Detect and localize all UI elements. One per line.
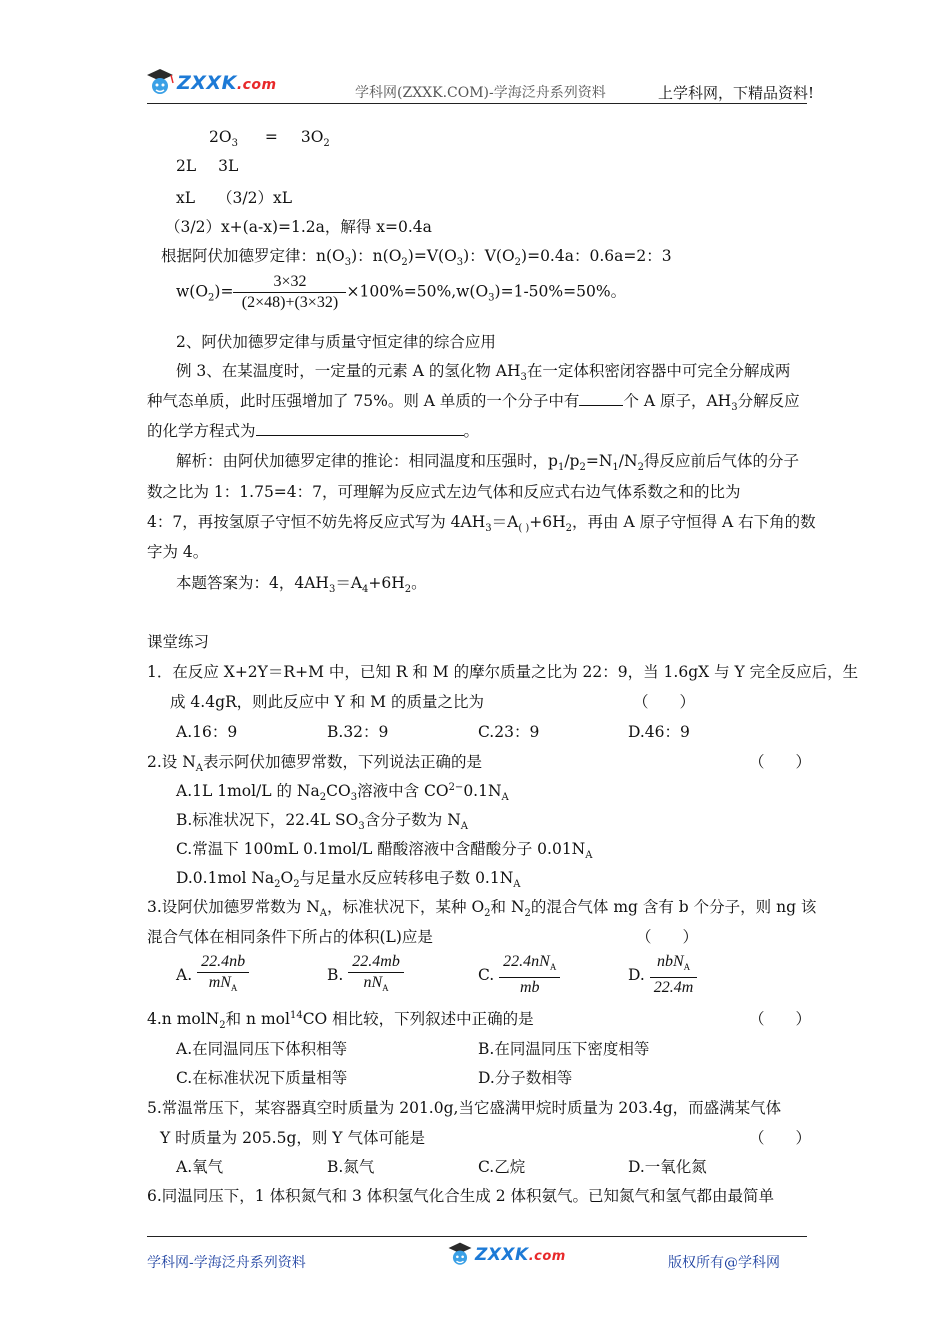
- q2-option-a[interactable]: A.1L 1mol/L 的 $Na_2CO_3$溶液中含 $CO^{2-}0.1N_A$: [176, 781, 509, 804]
- q1-line-2: 成 4.4gR，则此反应中 Y 和 M 的质量之比为: [170, 693, 484, 711]
- section-heading: 2、阿伏加德罗定律与质量守恒定律的综合应用: [176, 333, 496, 351]
- q5-line-2: Y 时质量为 205.5g，则 Y 气体可能是: [160, 1129, 425, 1147]
- q3-line-2: 混合气体在相同条件下所占的体积(L)应是: [147, 928, 433, 946]
- example3-line-1: 例 3、在某温度时，一定量的元素 A 的氢化物 $AH_3$在一定体积密闭容器中可完全分解成两: [176, 362, 791, 384]
- q1-option-d[interactable]: D.46：9: [628, 723, 690, 741]
- graduate-mascot-icon: [143, 66, 177, 100]
- practice-title: 课堂练习: [147, 633, 210, 651]
- q2-answer-paren[interactable]: （ ）: [749, 753, 812, 771]
- q3-option-c[interactable]: C. $\frac{22.4nN_A}{mb}$: [478, 952, 560, 998]
- q4-option-b[interactable]: B.在同温同压下密度相等: [478, 1040, 650, 1058]
- answer-blank-equation[interactable]: [256, 421, 464, 436]
- calc-line-1: $2O_3 = 3O_2$: [209, 128, 330, 150]
- header-center-text: 学科网(ZXXK.COM)-学海泛舟系列资料: [355, 85, 606, 101]
- graduate-mascot-icon: [445, 1240, 475, 1270]
- example3-line-3: 的化学方程式为 。: [147, 422, 480, 440]
- logo-text: ZXXK.com: [177, 72, 277, 94]
- answer-blank-atoms[interactable]: [579, 391, 623, 406]
- q2-option-d[interactable]: D.0.1mol $Na_2O_2$与足量水反应转移电子数 $0.1N_A$: [176, 869, 521, 891]
- q5-option-d[interactable]: D.一氧化氮: [628, 1158, 707, 1176]
- analysis-line-3: 4：7，再按氢原子守恒不妨先将反应式写为 $4AH_3=A_{( )}+6H_2$，再由 A 原子守恒得 A 右下角的数: [147, 513, 816, 535]
- q3-option-d[interactable]: D. $\frac{nbN_A}{22.4m}$: [628, 952, 697, 998]
- calc-line-3: xL （3/2）xL: [176, 189, 293, 207]
- q1-answer-paren[interactable]: （ ）: [633, 693, 696, 711]
- q1-option-b[interactable]: B.32：9: [327, 723, 389, 741]
- q5-line-1: 5.常温常压下，某容器真空时质量为 201.0g,当它盛满甲烷时质量为 203.4g，而盛满某气体: [147, 1099, 782, 1117]
- analysis-line-2: 数之比为 1：1.75=4：7，可理解为反应式左边气体和反应式右边气体系数之和的比为: [147, 483, 741, 501]
- mass-fraction-formula: $w(O_2)=$ $\frac{3\times 32}{(2\times 48)+(3\times 32)}$ $\times 100\%=50\%,w(O_3)=1-50\%=50\%$。: [176, 273, 627, 311]
- q4-option-c[interactable]: C.在标准状况下质量相等: [176, 1069, 348, 1087]
- q1-option-c[interactable]: C.23：9: [478, 723, 540, 741]
- q3-line-1: 3.设阿伏加德罗常数为 $N_A$，标准状况下，某种 $O_2$和 $N_2$的混合气体 mg 含有 b 个分子，则 ng 该: [147, 898, 817, 920]
- q2-stem: 2.设 $N_A$表示阿伏加德罗常数，下列说法正确的是: [147, 753, 483, 775]
- q5-option-a[interactable]: A.氧气: [176, 1158, 224, 1176]
- footer-logo-text: ZXXK.com: [475, 1245, 566, 1265]
- q3-answer-paren[interactable]: （ ）: [636, 928, 699, 946]
- calc-line-5: 根据阿伏加德罗定律：$n(O_3)$：$n(O_2)=V(O_3)$：$V(O_2)=0.4a$：0.6a=2：3: [161, 247, 672, 269]
- q2-option-c[interactable]: C.常温下 100mL 0.1mol/L 醋酸溶液中含醋酸分子 $0.01N_A$: [176, 840, 593, 862]
- footer-logo: [445, 1240, 566, 1270]
- analysis-line-1: 解析：由阿伏加德罗定律的推论：相同温度和压强时，$p_1/p_2=N_1/N_2$得反应前后气体的分子: [176, 452, 799, 474]
- footer-rule: [147, 1236, 807, 1237]
- q5-option-b[interactable]: B.氮气: [327, 1158, 375, 1176]
- q5-answer-paren[interactable]: （ ）: [749, 1129, 812, 1147]
- q4-answer-paren[interactable]: （ ）: [749, 1010, 812, 1028]
- header-right-text: 上学科网，下精品资料!: [658, 84, 815, 102]
- example3-line-2: 种气态单质，此时压强增加了 75%。则 A 单质的一个分子中有 个 A 原子，$AH_3$分解反应: [147, 392, 800, 414]
- q2-option-b[interactable]: B.标准状况下，22.4L $SO_3$含分子数为 $N_A$: [176, 811, 468, 833]
- q3-option-b[interactable]: B. $\frac{22.4mb}{nN_A}$: [327, 952, 404, 998]
- header-rule: [147, 103, 807, 104]
- q4-option-d[interactable]: D.分子数相等: [478, 1069, 573, 1087]
- q1-line-1: 1．在反应 X+2Y＝R+M 中，已知 R 和 M 的摩尔质量之比为 22：9，当 1.6gX 与 Y 完全反应后，生: [147, 663, 859, 681]
- footer-right-text: 版权所有@学科网: [668, 1255, 780, 1271]
- q6-line-1: 6.同温同压下，1 体积氮气和 3 体积氢气化合生成 2 体积氨气。已知氮气和氢气都由最简单: [147, 1187, 775, 1205]
- q5-option-c[interactable]: C.乙烷: [478, 1158, 526, 1176]
- q4-stem: 4.n molN$_2$和 n mol$^{14}$CO 相比较，下列叙述中正确的是: [147, 1009, 534, 1032]
- q1-option-a[interactable]: A.16：9: [176, 723, 238, 741]
- header-logo: [143, 66, 277, 100]
- footer-left-text: 学科网-学海泛舟系列资料: [147, 1255, 306, 1271]
- calc-line-4: （3/2）x+(a-x)=1.2a，解得 x=0.4a: [165, 218, 432, 236]
- q3-option-a[interactable]: A. $\frac{22.4nb}{mN_A}$: [176, 952, 249, 998]
- analysis-line-4: 字为 4。: [147, 543, 209, 561]
- q4-option-a[interactable]: A.在同温同压下体积相等: [176, 1040, 348, 1058]
- answer-line: 本题答案为：4，$4AH_3=A_4+6H_2$。: [176, 574, 427, 596]
- calc-line-2: 2L 3L: [176, 157, 239, 175]
